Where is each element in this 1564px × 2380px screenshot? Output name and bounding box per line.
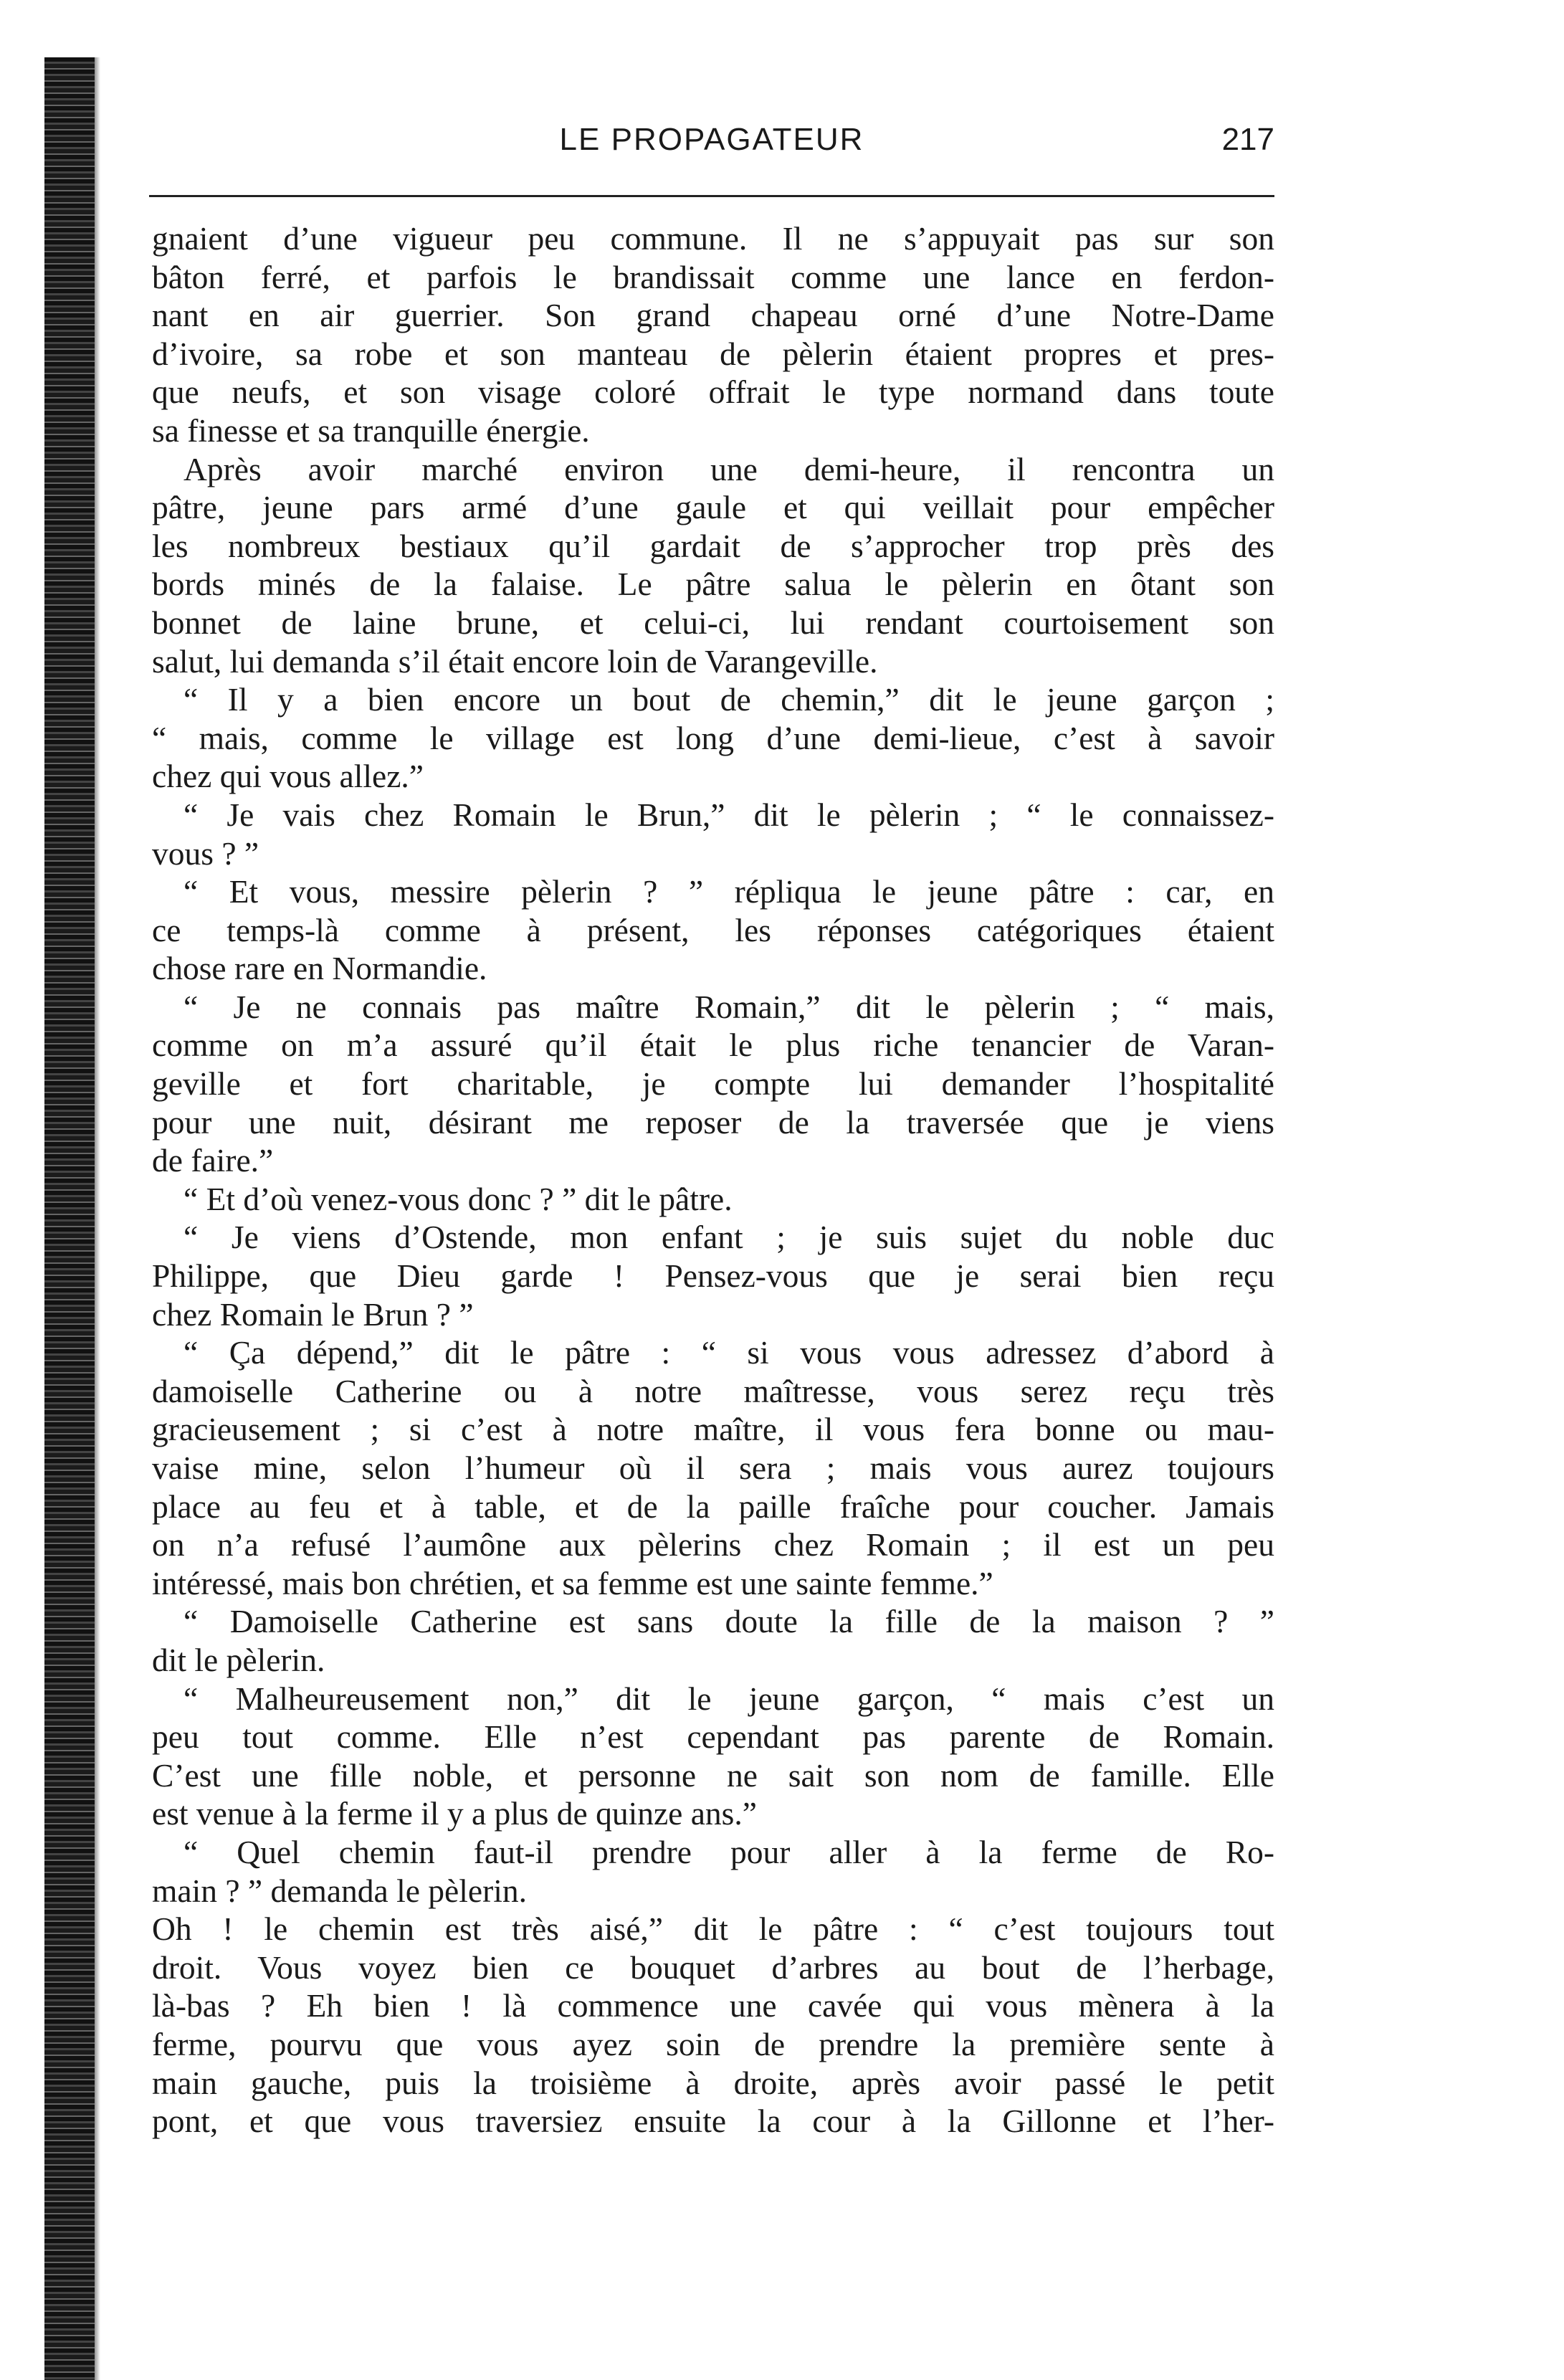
text-line: pâtre, jeune pars armé d’une gaule et qui veillait pour empêcher <box>152 489 1274 526</box>
text-line: “ Et vous, messire pèlerin ? ” répliqua le jeune pâtre : car, en <box>183 873 1274 910</box>
text-line: gnaient d’une vigueur peu commune. Il ne s’appuyait pas sur son <box>152 220 1274 257</box>
text-line: chez qui vous allez.” <box>152 758 424 795</box>
text-line: C’est une fille noble, et personne ne sait son nom de famille. Elle <box>152 1756 1274 1794</box>
text-line: “ Damoiselle Catherine est sans doute la fille de la maison ? ” <box>183 1603 1274 1640</box>
text-line: “ Il y a bien encore un bout de chemin,” dit le jeune garçon ; <box>183 681 1274 718</box>
text-line: “ Malheureusement non,” dit le jeune garçon, “ mais c’est un <box>183 1680 1274 1717</box>
text-line: “ Ça dépend,” dit le pâtre : “ si vous vous adressez d’abord à <box>183 1334 1274 1371</box>
book-spine-shadow <box>44 57 95 2380</box>
text-line: place au feu et à table, et de la paille fraîche pour coucher. Jamais <box>152 1488 1274 1525</box>
text-line: “ mais, comme le village est long d’une demi-lieue, c’est à savoir <box>152 719 1274 756</box>
running-title: LE PROPAGATEUR <box>559 122 864 157</box>
text-line: intéressé, mais bon chrétien, et sa femme est une sainte femme.” <box>152 1564 993 1601</box>
text-line: de faire.” <box>152 1142 274 1179</box>
body-text <box>152 219 1274 2141</box>
text-line: vous ? ” <box>152 834 259 872</box>
text-line: on n’a refusé l’aumône aux pèlerins chez Romain ; il est un peu <box>152 1526 1274 1563</box>
text-line: Oh ! le chemin est très aisé,” dit le pâtre : “ c’est toujours tout <box>152 1910 1274 1948</box>
text-line: Après avoir marché environ une demi-heure, il rencontra un <box>183 450 1274 487</box>
text-line: comme on m’a assuré qu’il était le plus riche tenancier de Varan- <box>152 1027 1274 1064</box>
text-line: là-bas ? Eh bien ! là commence une cavée qui vous mènera à la <box>152 1987 1274 2024</box>
text-line: dit le pèlerin. <box>152 1641 325 1678</box>
text-line: droit. Vous voyez bien ce bouquet d’arbres au bout de l’herbage, <box>152 1948 1274 1986</box>
text-line: bords minés de la falaise. Le pâtre salua le pèlerin en ôtant son <box>152 566 1274 603</box>
text-line: salut, lui demanda s’il était encore loin de Varangeville. <box>152 642 878 680</box>
text-line: nant en air guerrier. Son grand chapeau orné d’une Notre-Dame <box>152 297 1274 334</box>
text-line: les nombreux bestiaux qu’il gardait de s’approcher trop près des <box>152 527 1274 564</box>
text-line: main gauche, puis la troisième à droite, après avoir passé le petit <box>152 2064 1274 2101</box>
text-line: bâton ferré, et parfois le brandissait comme une lance en ferdon- <box>152 258 1274 295</box>
text-line: gracieusement ; si c’est à notre maître, il vous fera bonne ou mau- <box>152 1411 1274 1448</box>
text-line: “ Je viens d’Ostende, mon enfant ; je suis sujet du noble duc <box>183 1219 1274 1256</box>
text-line: “ Je vais chez Romain le Brun,” dit le pèlerin ; “ le connaissez- <box>183 796 1274 833</box>
text-line: ferme, pourvu que vous ayez soin de prendre la première sente à <box>152 2025 1274 2062</box>
text-line: pont, et que vous traversiez ensuite la cour à la Gillonne et l’her- <box>152 2103 1274 2140</box>
text-line: sa finesse et sa tranquille énergie. <box>152 411 590 449</box>
text-line: geville et fort charitable, je compte lui demander l’hospitalité <box>152 1065 1274 1103</box>
text-line: main ? ” demanda le pèlerin. <box>152 1872 528 1909</box>
text-line: que neufs, et son visage coloré offrait le type normand dans toute <box>152 373 1274 411</box>
page-number: 217 <box>1221 122 1274 157</box>
text-line: chez Romain le Brun ? ” <box>152 1295 474 1333</box>
text-line: damoiselle Catherine ou à notre maîtresse, vous serez reçu très <box>152 1372 1274 1409</box>
text-line: peu tout comme. Elle n’est cependant pas parente de Romain. <box>152 1718 1274 1756</box>
text-line: d’ivoire, sa robe et son manteau de pèlerin étaient propres et pres- <box>152 335 1274 372</box>
page-header <box>149 115 1274 165</box>
text-line: pour une nuit, désirant me reposer de la traversée que je viens <box>152 1103 1274 1141</box>
text-line: “ Je ne connais pas maître Romain,” dit le pèlerin ; “ mais, <box>183 988 1274 1025</box>
text-line: “ Et d’où venez-vous donc ? ” dit le pâtre. <box>183 1180 733 1217</box>
text-line: Philippe, que Dieu garde ! Pensez-vous que je serai bien reçu <box>152 1257 1274 1295</box>
text-line: est venue à la ferme il y a plus de quinze ans.” <box>152 1795 757 1832</box>
text-line: chose rare en Normandie. <box>152 950 487 987</box>
text-line: ce temps-là comme à présent, les réponses catégoriques étaient <box>152 911 1274 948</box>
header-rule <box>149 195 1274 197</box>
gutter-shadow <box>95 57 100 2380</box>
text-line: bonnet de laine brune, et celui-ci, lui rendant courtoisement son <box>152 604 1274 641</box>
text-line: vaise mine, selon l’humeur où il sera ; mais vous aurez toujours <box>152 1450 1274 1486</box>
text-line: “ Quel chemin faut-il prendre pour aller à la ferme de Ro- <box>183 1833 1274 1870</box>
